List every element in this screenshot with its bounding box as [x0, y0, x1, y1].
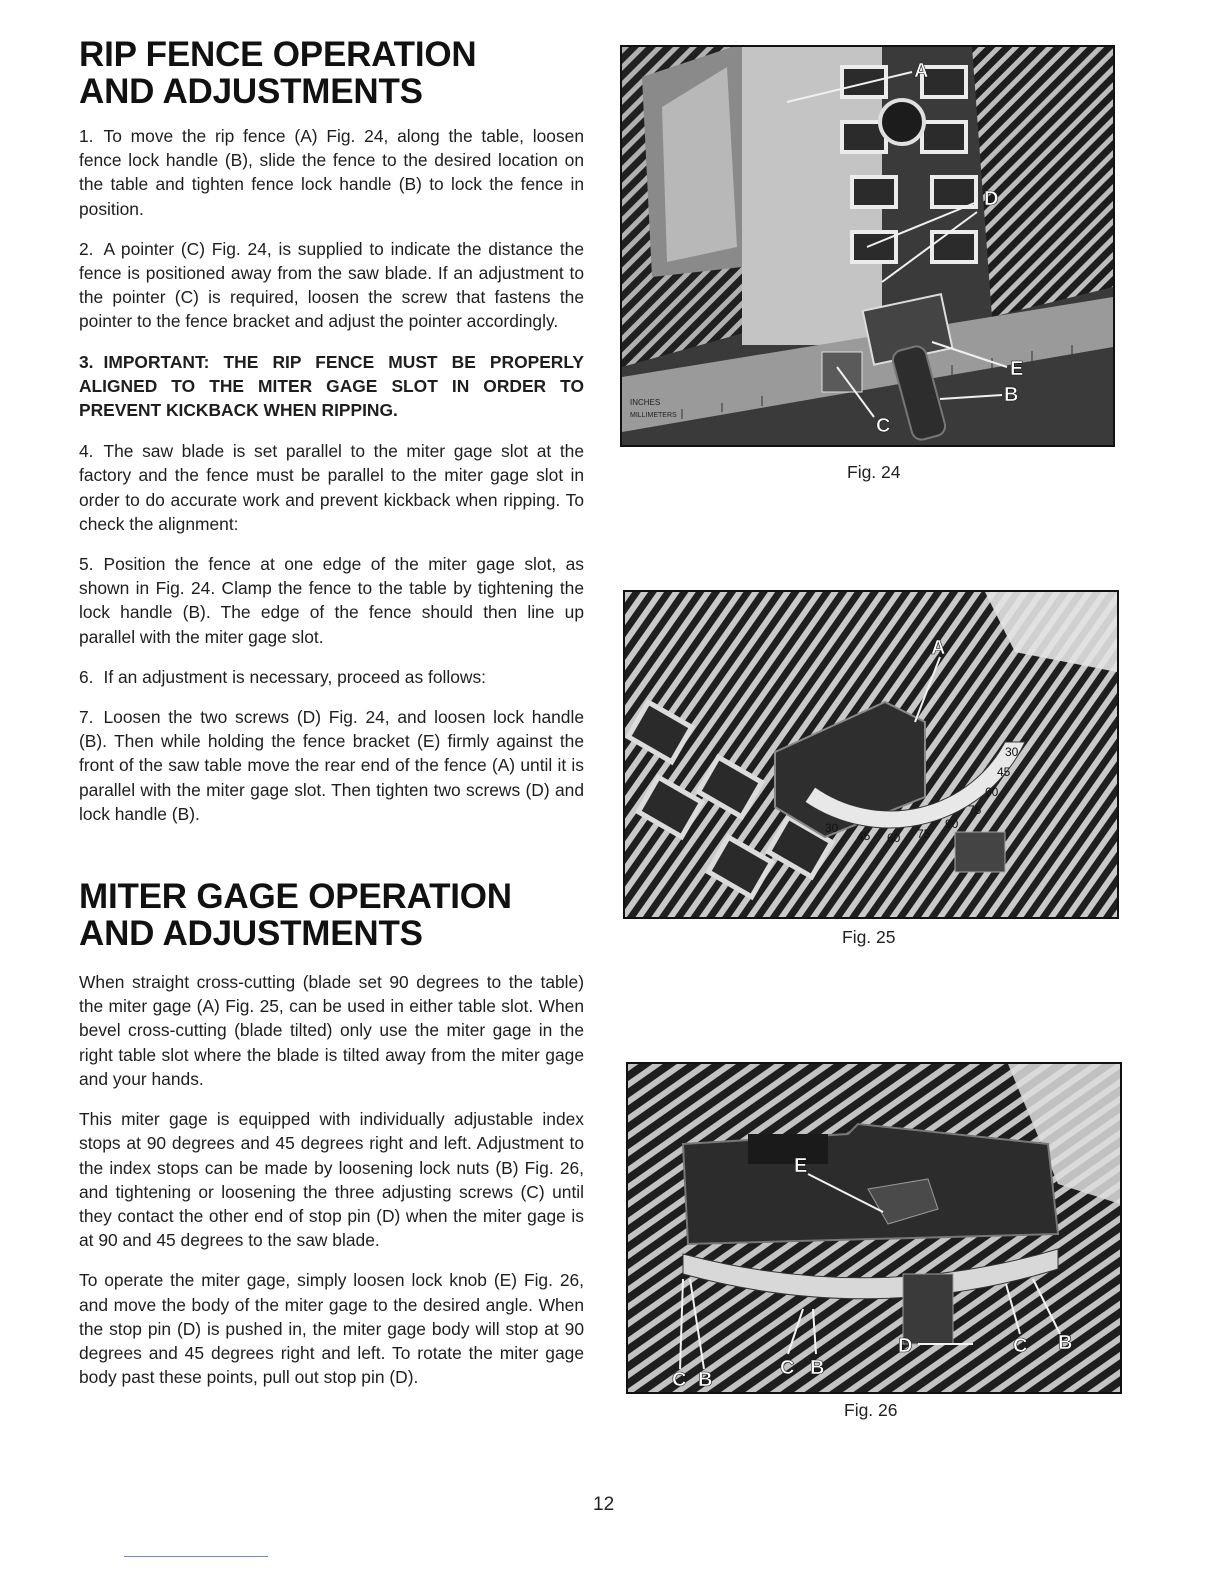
fig24-label-c: C	[876, 415, 891, 437]
para-text: Loosen the two screws (D) Fig. 24, and loosen lock handle (B). Then while holding the fence bracket (E) firmly against the front of the saw table move the rear end of the fence (A) until it is parallel with the miter gage slot. Then tighten two screws (D) and lock handle (B).	[79, 707, 584, 824]
fig24-label-d: D	[984, 188, 999, 210]
fig26-label-d: D	[898, 1335, 913, 1357]
para-text: The saw blade is set parallel to the miter gage slot at the factory and the fence must be parallel to the miter gage slot in order to do accurate work and prevent kickback when ripping. To check the alignment:	[79, 441, 584, 534]
rip-para-7	[79, 705, 584, 826]
fig26-label-c-left: C	[672, 1369, 687, 1391]
fig26-label-b-left: B	[698, 1369, 713, 1391]
para-number: 6.	[79, 666, 94, 687]
miter-para-1: When straight cross-cutting (blade set 90 degrees to the table) the miter gage (A) Fig. 25, can be used in either table slot. When bevel cross-cutting (blade tilted) only use the miter gage in the right table slot where the blade is tilted away from the miter gage and your hands.	[79, 972, 584, 1089]
rip-para-2	[79, 237, 584, 334]
fig26-label-b-middle: B	[810, 1357, 825, 1379]
rip-para-5	[79, 552, 584, 649]
scale-mark: 60	[887, 831, 901, 845]
para-number: 7.	[79, 707, 94, 728]
para-text: If an adjustment is necessary, proceed as follows:	[103, 666, 486, 687]
para-number: 5.	[79, 554, 94, 575]
fig24-label-e: E	[1010, 358, 1024, 380]
bottom-rule	[124, 1556, 268, 1557]
fig25-caption: Fig. 25	[842, 927, 896, 947]
miter-gage-heading	[79, 878, 584, 952]
fig26-illustration	[628, 1064, 1120, 1392]
scale-mark: 90	[945, 817, 959, 831]
para-text: To move the rip fence (A) Fig. 24, along the table, loosen fence lock handle (B), slide the fence to the desired location on the table and tighten fence lock handle (B) to lock the fence in position.	[79, 126, 584, 219]
fig24-scale-mm: MILLIMETERS	[630, 412, 677, 419]
fig26-label-c-right: C	[1013, 1335, 1028, 1357]
rip-fence-heading-line1: RIP FENCE OPERATION	[79, 35, 477, 74]
fig26-caption: Fig. 26	[844, 1400, 898, 1420]
scale-mark: 30	[825, 821, 839, 835]
scale-mark: 30	[1005, 745, 1019, 759]
fig24-label-b: B	[1004, 384, 1019, 406]
rip-fence-heading-line2: AND ADJUSTMENTS	[79, 72, 423, 111]
fig25-label-a: A	[931, 637, 946, 659]
page-number: 12	[593, 1494, 615, 1515]
para-number: 4.	[79, 441, 94, 462]
para-number: 3.	[79, 351, 94, 372]
para-number: 2.	[79, 238, 94, 259]
fig24-scale-inches: INCHES	[630, 398, 661, 407]
para-number: 1.	[79, 126, 94, 146]
figure-24-photo	[620, 45, 1115, 447]
fig26-label-b-right: B	[1058, 1332, 1073, 1354]
scale-mark: 45	[857, 829, 871, 843]
para-text: A pointer (C) Fig. 24, is supplied to indicate the distance the fence is positioned away from the saw blade. If an adjustment to the pointer (C) is required, loosen the screw that fastens the pointer to the fence bracket and adjust the pointer accordingly.	[79, 238, 584, 332]
rip-para-1	[79, 124, 584, 221]
rip-fence-heading	[79, 36, 584, 110]
para-text: Position the fence at one edge of the miter gage slot, as shown in Fig. 24. Clamp the fence to the table by tightening the lock handle (B). The edge of the fence should then line up parallel with the miter gage slot.	[79, 554, 584, 647]
rip-para-4	[79, 439, 584, 536]
fig26-label-c-middle: C	[780, 1357, 795, 1379]
figure-25-photo	[623, 590, 1119, 919]
fig24-label-a: A	[914, 60, 929, 82]
scale-mark: 60	[985, 785, 999, 799]
miter-para-2: This miter gage is equipped with individually adjustable index stops at 90 degrees and 45 degrees right and left. Adjustment to the index stops can be made by loosening lock nuts (B) Fig. 26, and tightening or loosening the three adjusting screws (C) until they contact the other end of stop pin (D) when the miter gage is at 90 and 45 degrees to the saw blade.	[79, 1109, 584, 1251]
figure-26-photo	[626, 1062, 1122, 1394]
miter-gage-heading-line2: AND ADJUSTMENTS	[79, 914, 423, 954]
rip-para-6	[79, 665, 584, 689]
para-text: IMPORTANT: THE RIP FENCE MUST BE PROPERLY ALIGNED TO THE MITER GAGE SLOT IN ORDER TO PREVENT KICKBACK WHEN RIPPING.	[79, 351, 584, 421]
fig24-illustration	[622, 47, 1113, 445]
left-column	[79, 36, 584, 1389]
miter-gage-heading-line1: MITER GAGE OPERATION	[79, 877, 512, 917]
rip-para-3-important	[79, 350, 584, 423]
fig25-illustration	[625, 592, 1117, 917]
miter-para-3: To operate the miter gage, simply loosen lock knob (E) Fig. 26, and move the body of the miter gage to the desired angle. When the stop pin (D) is pushed in, the miter gage body will stop at 90 degrees and 45 degrees right and left. To rotate the miter gage body past these points, pull out stop pin (D).	[79, 1270, 584, 1388]
scale-mark: 75	[917, 827, 931, 841]
scale-mark: 45	[997, 765, 1011, 779]
scale-mark: 75	[968, 803, 982, 817]
fig26-label-e: E	[794, 1155, 808, 1177]
fig24-caption: Fig. 24	[847, 462, 901, 482]
